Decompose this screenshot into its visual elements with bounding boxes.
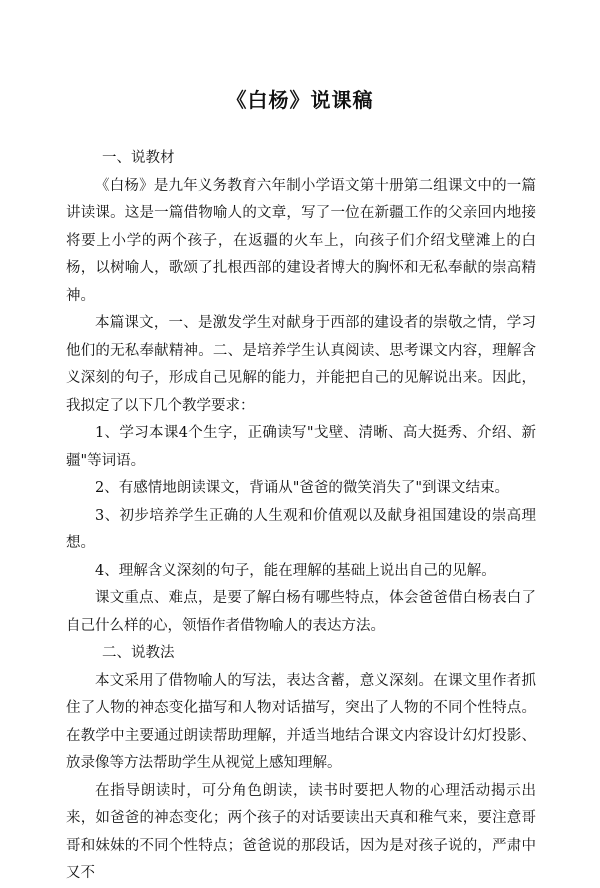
page-title: 《白杨》说课稿 bbox=[226, 88, 374, 112]
paragraph-method: 本文采用了借物喻人的写法，表达含蓄，意义深刻。在课文里作者抓住了人物的神态变化描写和人物对话描写，突出了人物的不同个性特点。在教学中主要通过朗读帮助理解，并适当地结合课文内容设计幻灯投影、放录像等方法帮助学生从视觉上感知理解。 bbox=[66, 672, 536, 771]
paragraph-goals: 本篇课文，一、是激发学生对献身于西部的建设者的崇敬之情，学习他们的无私奉献精神。二、是培养学生认真阅读、思考课文内容，理解含义深刻的句子，形成自己见解的能力，并能把自己的见解说出来。因此，我拟定了以下几个教学要求： bbox=[66, 315, 536, 414]
section-heading-method: 二、说教法 bbox=[102, 645, 175, 661]
section-heading-textbook: 一、说教材 bbox=[102, 150, 175, 166]
document-body bbox=[66, 145, 536, 888]
paragraph-reading-guide: 在指导朗读时，可分角色朗读，读书时要把人物的心理活动揭示出来，如爸爸的神态变化；两个孩子的对话要读出天真和稚气来，要注意哥哥和妹妹的不同个性特点；爸爸说的那段话，因为是对孩子说的，严肃中又不 bbox=[66, 782, 536, 881]
paragraph-intro: 《白杨》是九年义务教育六年制小学语文第十册第二组课文中的一篇讲读课。这是一篇借物喻人的文章，写了一位在新疆工作的父亲回内地接将要上小学的两个孩子，在返疆的火车上，向孩子们介绍戈壁滩上的白杨，以树喻人，歌颂了扎根西部的建设者博大的胸怀和无私奉献的崇高精神。 bbox=[66, 177, 536, 304]
list-item-goal-2: 2、有感情地朗读课文，背诵从"爸爸的微笑消失了"到课文结束。 bbox=[95, 480, 510, 496]
list-item-goal-1: 1、学习本课4个生字，正确读写"戈壁、清晰、高大挺秀、介绍、新疆"等词语。 bbox=[66, 425, 536, 469]
paragraph-key-points: 课文重点、难点，是要了解白杨有哪些特点，体会爸爸借白杨表白了自己什么样的心，领悟作者借物喻人的表达方法。 bbox=[66, 590, 536, 634]
list-item-goal-4: 4、理解含义深刻的句子，能在理解的基础上说出自己的见解。 bbox=[95, 562, 496, 579]
list-item-goal-3: 3、初步培养学生正确的人生观和价值观以及献身祖国建设的崇高理想。 bbox=[66, 507, 536, 551]
